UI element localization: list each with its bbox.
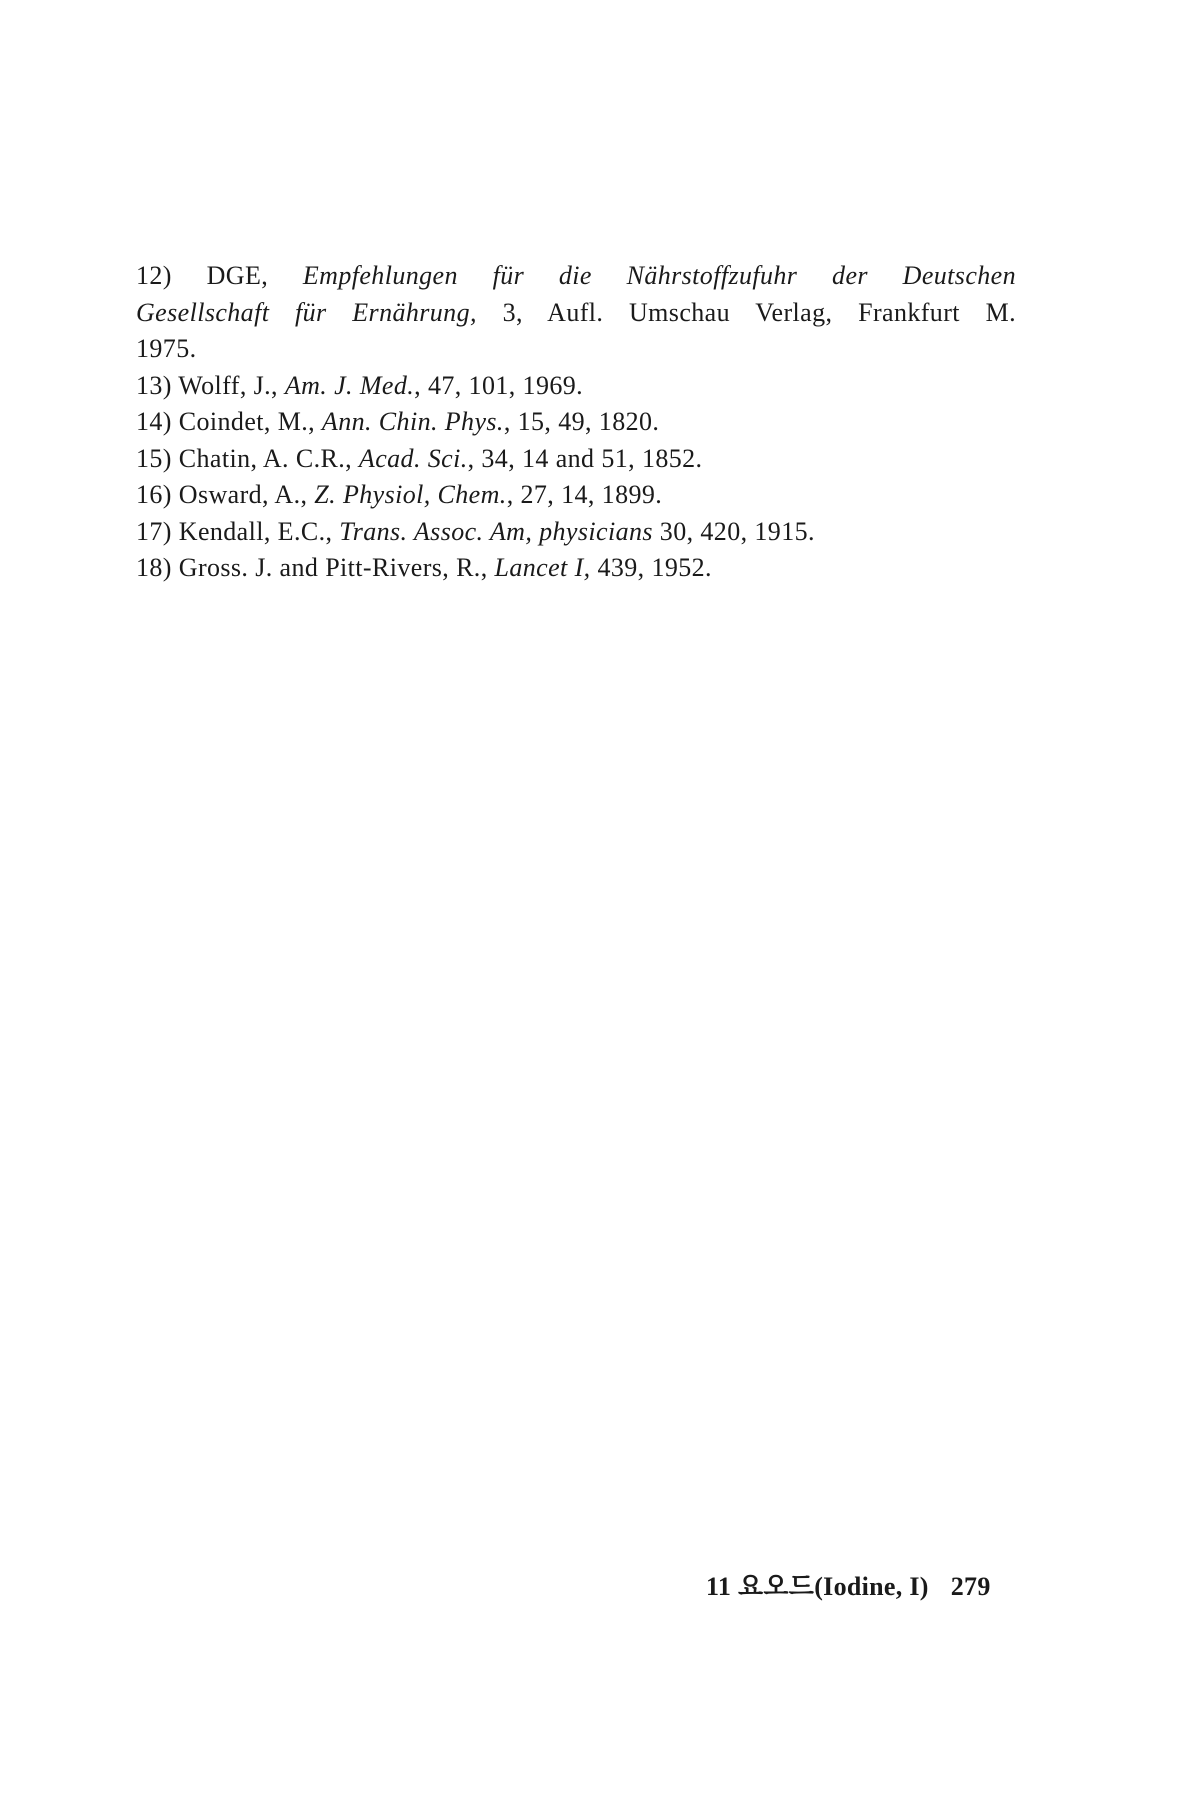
reference-line [136,295,1016,332]
reference-journal: Trans. Assoc. Am, physicians [339,516,653,546]
reference-author: Chatin, A. C.R., [178,443,359,473]
reference-line [136,258,1016,295]
reference-details: 30, 420, 1915. [652,516,815,546]
reference-journal: Acad. Sci. [358,443,468,473]
reference-list [136,258,1016,587]
reference-journal: Z. Physiol, Chem. [314,480,507,509]
reference-details: 439, 1952. [590,553,712,582]
reference-journal: Lancet I, [494,553,591,582]
reference-number: 15) [136,443,172,473]
reference-author: Wolff, J., [178,370,285,400]
reference-line [136,331,1016,368]
reference-number: 12) [136,261,172,290]
page-footer [706,1566,991,1603]
reference-details: , 47, 101, 1969. [414,370,584,400]
reference-author: Coindet, M., [178,407,322,436]
reference-year: 1975. [136,334,197,363]
reference-item [136,258,1016,368]
reference-title: Gesellschaft für Ernährung, [136,297,477,327]
reference-details: , 34, 14 and 51, 1852. [467,443,703,473]
reference-author: Gross. J. and Pitt-Rivers, R., [178,553,495,582]
reference-item [136,368,1016,405]
reference-author: Osward, A., [178,480,315,509]
reference-title: Empfehlungen für die Nährstoffzufuhr der Deutschen [302,261,1016,290]
reference-number: 16) [136,480,172,509]
reference-item [136,550,1016,587]
reference-item [136,441,1016,478]
page-number: 279 [950,1572,991,1601]
reference-item [136,477,1016,514]
reference-item [136,404,1016,441]
reference-details: , 27, 14, 1899. [506,480,663,509]
reference-details: , 15, 49, 1820. [503,407,660,436]
reference-number: 17) [136,516,172,546]
reference-details: 3, Aufl. Umschau Verlag, Frankfurt M. [476,297,1016,327]
reference-author: DGE, [206,261,303,290]
reference-journal: Am. J. Med. [284,370,415,400]
reference-item [136,514,1016,551]
reference-number: 14) [136,407,172,436]
running-chapter-title: 11 요오드(Iodine, I) [706,1572,929,1601]
reference-journal: Ann. Chin. Phys. [321,407,504,436]
reference-author: Kendall, E.C., [178,516,340,546]
reference-number: 13) [136,370,172,400]
reference-number: 18) [136,553,172,582]
